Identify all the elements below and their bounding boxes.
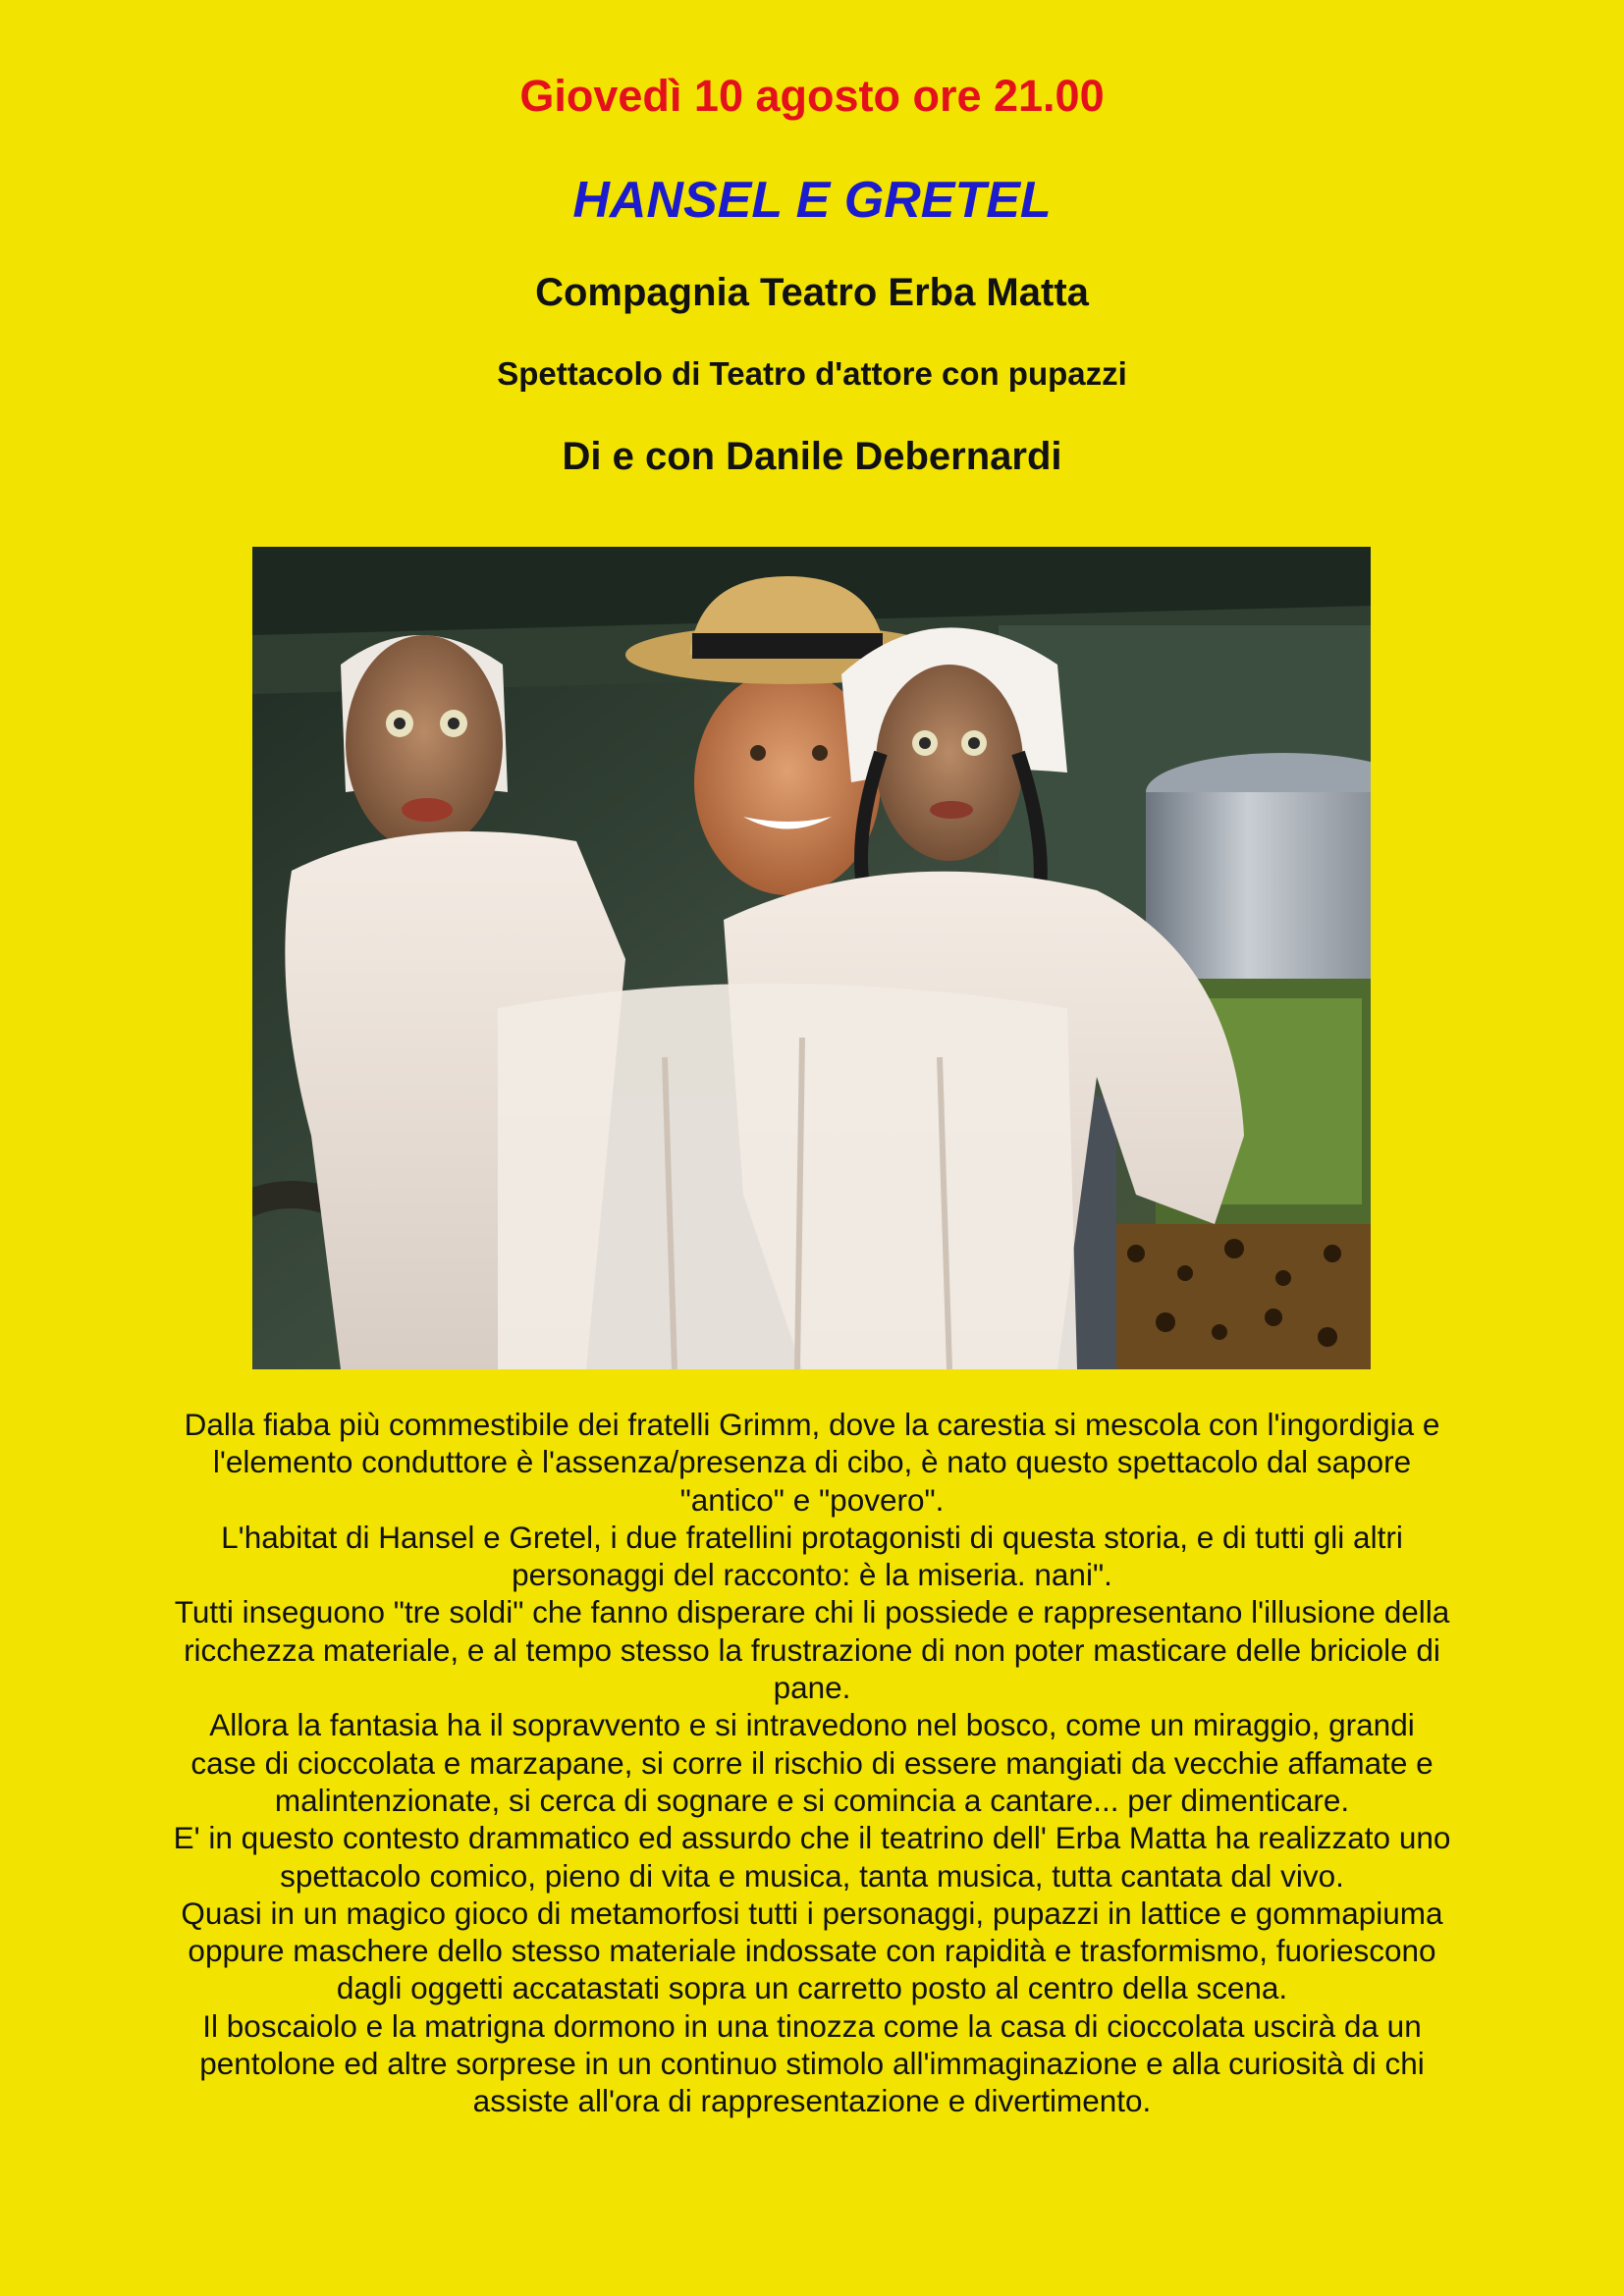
description-line: assiste all'ora di rappresentazione e divertimento. (472, 2083, 1152, 2119)
description-line: oppure maschere dello stesso materiale indossate con rapidità e trasformismo, fuoriescono (188, 1933, 1436, 1969)
description-line: l'elemento conduttore è l'assenza/presenza di cibo, è nato questo spettacolo dal sapore (212, 1444, 1412, 1480)
description-line: L'habitat di Hansel e Gretel, i due fratellini protagonisti di questa storia, e di tutti gli altri (221, 1519, 1403, 1555)
description-line: malintenzionate, si cerca di sognare e si comincia a cantare... per dimenticare. (274, 1782, 1350, 1818)
description-line: E' in questo contesto drammatico ed assurdo che il teatrino dell' Erba Matta ha realizzato uno (173, 1820, 1451, 1856)
company-name: Compagnia Teatro Erba Matta (535, 271, 1089, 314)
description-line: ricchezza materiale, e al tempo stesso la frustrazione di non poter masticare delle briciole di (184, 1631, 1440, 1668)
description-line: Il boscaiolo e la matrigna dormono in una tinozza come la casa di cioccolata uscirà da un (202, 2007, 1422, 2044)
description-line: Tutti inseguono "tre soldi" che fanno disperare chi li possiede e rappresentano l'illusione della (174, 1594, 1450, 1630)
description-line: Allora la fantasia ha il sopravvento e si intravedono nel bosco, come un miraggio, grandi (209, 1707, 1415, 1743)
show-author: Di e con Danile Debernardi (562, 435, 1062, 478)
event-date: Giovedì 10 agosto ore 21.00 (519, 71, 1105, 121)
description-line: spettacolo comico, pieno di vita e musica, tanta musica, tutta cantata dal vivo. (280, 1857, 1344, 1894)
description-line: Dalla fiaba più commestibile dei fratelli Grimm, dove la carestia si mescola con l'ingordigia e (184, 1407, 1440, 1442)
show-genre: Spettacolo di Teatro d'attore con pupazzi (497, 355, 1127, 392)
description-line: "antico" e "povero". (679, 1481, 945, 1518)
description-line: Quasi in un magico gioco di metamorfosi tutti i personaggi, pupazzi in lattice e gommapiuma (181, 1895, 1443, 1931)
show-photo (252, 547, 1371, 1369)
show-description (108, 1406, 1516, 2120)
description-line: pentolone ed altre sorprese in un continuo stimolo all'immaginazione e alla curiosità di chi (199, 2046, 1425, 2082)
puppets-photo-illustration (252, 547, 1371, 1369)
description-line: case di cioccolata e marzapane, si corre il rischio di essere mangiati da vecchie affamate e (190, 1744, 1434, 1781)
description-line: personaggi del racconto: è la miseria. nani". (512, 1557, 1112, 1593)
show-title: HANSEL E GRETEL (572, 172, 1052, 229)
description-line: pane. (773, 1670, 851, 1706)
description-line: dagli oggetti accatastati sopra un carretto posto al centro della scena. (336, 1970, 1288, 2006)
